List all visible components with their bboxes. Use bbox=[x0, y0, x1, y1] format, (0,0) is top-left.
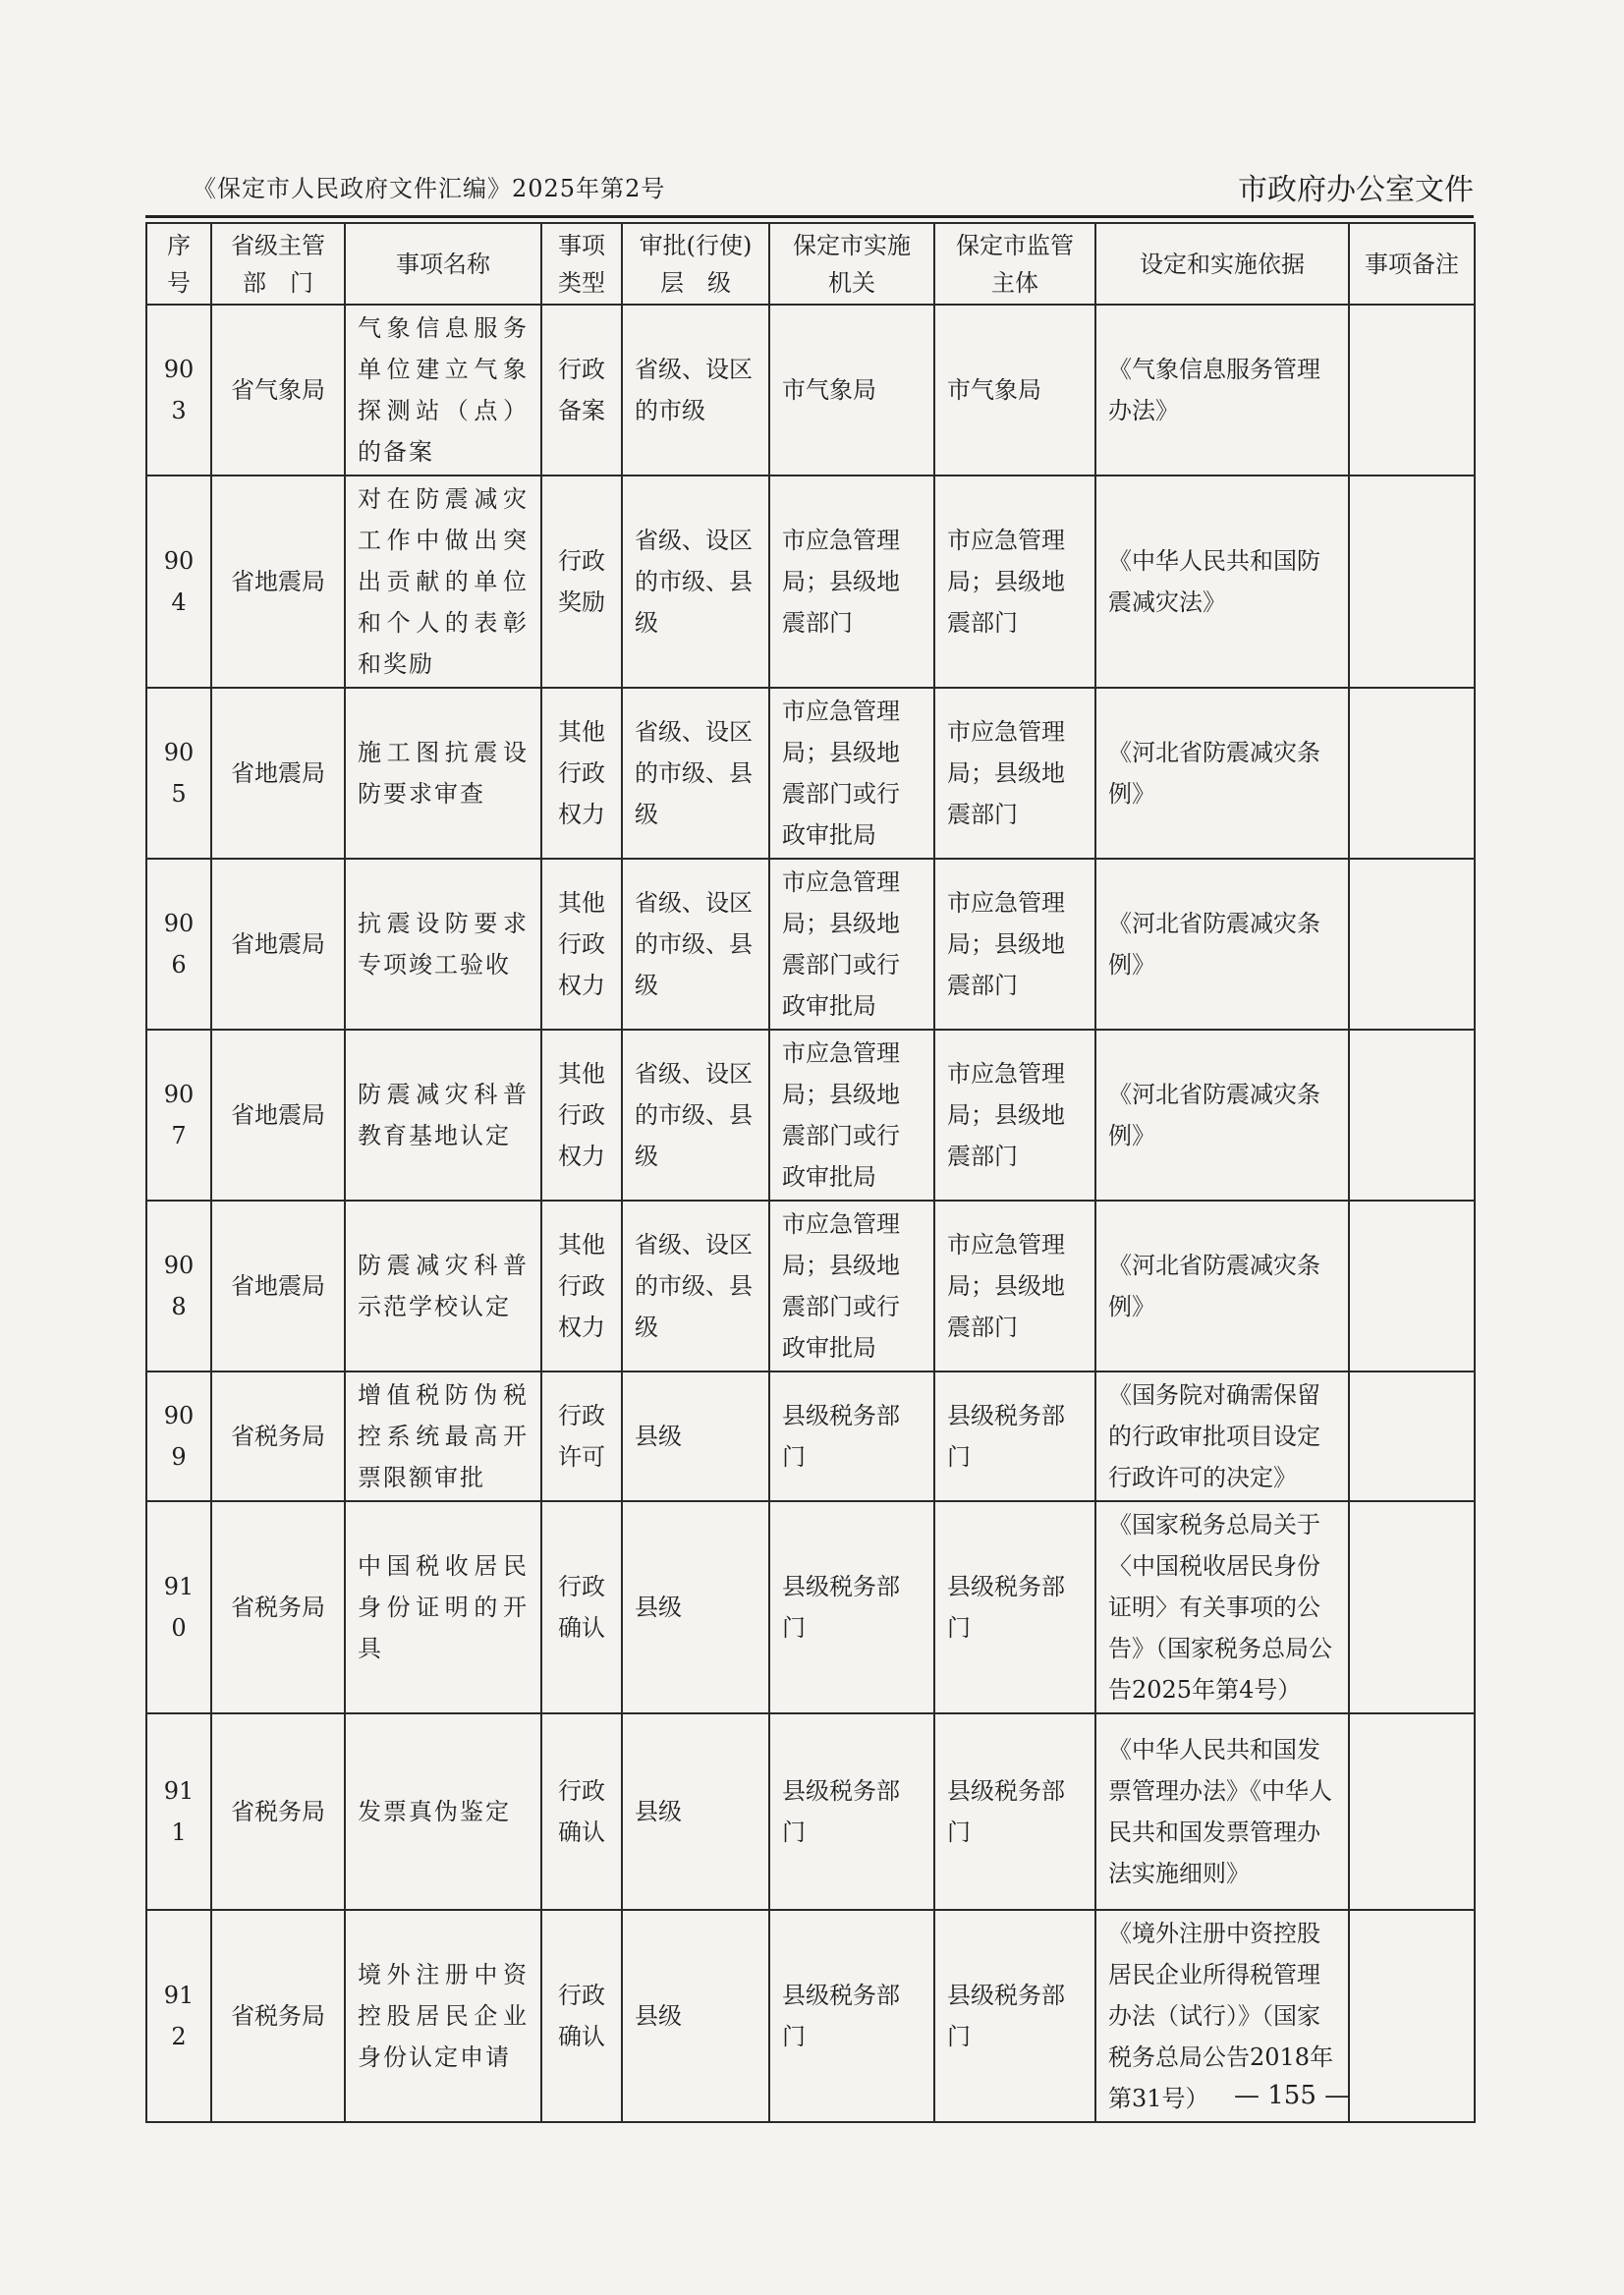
cell-basis: 《境外注册中资控股居民企业所得税管理办法（试行）》（国家税务总局公告2018年第31号） bbox=[1095, 1910, 1349, 2122]
cell-dept: 省地震局 bbox=[211, 859, 345, 1030]
cell-agency: 县级税务部门 bbox=[769, 1910, 934, 2122]
page-header bbox=[145, 163, 1474, 212]
cell-no: 912 bbox=[146, 1910, 211, 2122]
cell-supervisor: 市应急管理局；县级地震部门 bbox=[934, 1030, 1095, 1201]
cell-type: 其他行政权力 bbox=[541, 1030, 622, 1201]
cell-supervisor: 县级税务部门 bbox=[934, 1713, 1095, 1910]
cell-level: 县级 bbox=[622, 1910, 769, 2122]
cell-name: 对在防震减灾工作中做出突出贡献的单位和个人的表彰和奖励 bbox=[345, 476, 541, 688]
table-row bbox=[146, 1371, 1475, 1501]
cell-dept: 省税务局 bbox=[211, 1910, 345, 2122]
table-row bbox=[146, 305, 1475, 476]
cell-basis: 《河北省防震减灾条例》 bbox=[1095, 1201, 1349, 1371]
table-row bbox=[146, 1201, 1475, 1371]
cell-no: 909 bbox=[146, 1371, 211, 1501]
cell-supervisor: 市应急管理局；县级地震部门 bbox=[934, 688, 1095, 859]
cell-dept: 省气象局 bbox=[211, 305, 345, 476]
cell-note bbox=[1349, 305, 1475, 476]
cell-note bbox=[1349, 1501, 1475, 1713]
col-header-supervisor: 保定市监管主体 bbox=[934, 223, 1095, 305]
cell-note bbox=[1349, 1371, 1475, 1501]
col-header-level: 审批(行使)层 级 bbox=[622, 223, 769, 305]
cell-dept: 省地震局 bbox=[211, 476, 345, 688]
cell-agency: 县级税务部门 bbox=[769, 1713, 934, 1910]
cell-agency: 市应急管理局；县级地震部门 bbox=[769, 476, 934, 688]
table-row bbox=[146, 476, 1475, 688]
cell-agency: 县级税务部门 bbox=[769, 1371, 934, 1501]
cell-no: 908 bbox=[146, 1201, 211, 1371]
table-row bbox=[146, 1501, 1475, 1713]
cell-dept: 省税务局 bbox=[211, 1713, 345, 1910]
cell-name: 境外注册中资控股居民企业身份认定申请 bbox=[345, 1910, 541, 2122]
cell-no: 907 bbox=[146, 1030, 211, 1201]
cell-note bbox=[1349, 859, 1475, 1030]
cell-basis: 《国家税务总局关于〈中国税收居民身份证明〉有关事项的公告》（国家税务总局公告2025年第4号） bbox=[1095, 1501, 1349, 1713]
cell-type: 其他行政权力 bbox=[541, 1201, 622, 1371]
cell-agency: 市应急管理局；县级地震部门或行政审批局 bbox=[769, 859, 934, 1030]
col-header-dept: 省级主管部 门 bbox=[211, 223, 345, 305]
cell-note bbox=[1349, 1910, 1475, 2122]
cell-dept: 省地震局 bbox=[211, 1201, 345, 1371]
publication-title: 《保定市人民政府文件汇编》2025年第2号 bbox=[193, 175, 666, 202]
cell-name: 施工图抗震设防要求审查 bbox=[345, 688, 541, 859]
cell-type: 行政确认 bbox=[541, 1910, 622, 2122]
cell-level: 县级 bbox=[622, 1371, 769, 1501]
cell-type: 行政奖励 bbox=[541, 476, 622, 688]
page-number: — 155 — bbox=[1234, 2081, 1351, 2110]
cell-type: 行政许可 bbox=[541, 1371, 622, 1501]
cell-no: 911 bbox=[146, 1713, 211, 1910]
cell-no: 904 bbox=[146, 476, 211, 688]
cell-note bbox=[1349, 1030, 1475, 1201]
cell-level: 县级 bbox=[622, 1501, 769, 1713]
cell-type: 行政确认 bbox=[541, 1713, 622, 1910]
cell-level: 省级、设区的市级、县级 bbox=[622, 688, 769, 859]
cell-basis: 《国务院对确需保留的行政审批项目设定行政许可的决定》 bbox=[1095, 1371, 1349, 1501]
cell-name: 增值税防伪税控系统最高开票限额审批 bbox=[345, 1371, 541, 1501]
cell-dept: 省税务局 bbox=[211, 1371, 345, 1501]
cell-note bbox=[1349, 476, 1475, 688]
cell-supervisor: 市气象局 bbox=[934, 305, 1095, 476]
items-table bbox=[145, 222, 1476, 2123]
cell-supervisor: 县级税务部门 bbox=[934, 1910, 1095, 2122]
cell-no: 910 bbox=[146, 1501, 211, 1713]
cell-level: 省级、设区的市级、县级 bbox=[622, 859, 769, 1030]
col-header-type: 事项类型 bbox=[541, 223, 622, 305]
table-row bbox=[146, 688, 1475, 859]
cell-level: 省级、设区的市级 bbox=[622, 305, 769, 476]
cell-level: 省级、设区的市级、县级 bbox=[622, 1030, 769, 1201]
cell-supervisor: 市应急管理局；县级地震部门 bbox=[934, 1201, 1095, 1371]
table-header-row bbox=[146, 223, 1475, 305]
cell-dept: 省地震局 bbox=[211, 1030, 345, 1201]
cell-basis: 《河北省防震减灾条例》 bbox=[1095, 688, 1349, 859]
cell-name: 防震减灾科普教育基地认定 bbox=[345, 1030, 541, 1201]
cell-no: 906 bbox=[146, 859, 211, 1030]
col-header-basis: 设定和实施依据 bbox=[1095, 223, 1349, 305]
cell-note bbox=[1349, 688, 1475, 859]
cell-basis: 《中华人民共和国发票管理办法》《中华人民共和国发票管理办法实施细则》 bbox=[1095, 1713, 1349, 1910]
cell-type: 其他行政权力 bbox=[541, 688, 622, 859]
table-row bbox=[146, 859, 1475, 1030]
section-title: 市政府办公室文件 bbox=[1238, 173, 1474, 207]
cell-supervisor: 市应急管理局；县级地震部门 bbox=[934, 476, 1095, 688]
cell-level: 省级、设区的市级、县级 bbox=[622, 476, 769, 688]
cell-agency: 市应急管理局；县级地震部门或行政审批局 bbox=[769, 688, 934, 859]
cell-name: 中国税收居民身份证明的开具 bbox=[345, 1501, 541, 1713]
cell-basis: 《河北省防震减灾条例》 bbox=[1095, 1030, 1349, 1201]
cell-supervisor: 市应急管理局；县级地震部门 bbox=[934, 859, 1095, 1030]
cell-note bbox=[1349, 1713, 1475, 1910]
col-header-name: 事项名称 bbox=[345, 223, 541, 305]
col-header-no: 序号 bbox=[146, 223, 211, 305]
cell-agency: 市应急管理局；县级地震部门或行政审批局 bbox=[769, 1201, 934, 1371]
table-row bbox=[146, 1030, 1475, 1201]
col-header-note: 事项备注 bbox=[1349, 223, 1475, 305]
cell-type: 行政备案 bbox=[541, 305, 622, 476]
cell-note bbox=[1349, 1201, 1475, 1371]
cell-level: 省级、设区的市级、县级 bbox=[622, 1201, 769, 1371]
cell-name: 抗震设防要求专项竣工验收 bbox=[345, 859, 541, 1030]
cell-agency: 市应急管理局；县级地震部门或行政审批局 bbox=[769, 1030, 934, 1201]
cell-name: 气象信息服务单位建立气象探测站（点）的备案 bbox=[345, 305, 541, 476]
cell-name: 防震减灾科普示范学校认定 bbox=[345, 1201, 541, 1371]
col-header-agency: 保定市实施机关 bbox=[769, 223, 934, 305]
cell-dept: 省税务局 bbox=[211, 1501, 345, 1713]
cell-dept: 省地震局 bbox=[211, 688, 345, 859]
cell-type: 其他行政权力 bbox=[541, 859, 622, 1030]
cell-name: 发票真伪鉴定 bbox=[345, 1713, 541, 1910]
cell-agency: 市气象局 bbox=[769, 305, 934, 476]
cell-basis: 《河北省防震减灾条例》 bbox=[1095, 859, 1349, 1030]
header-rule bbox=[145, 215, 1474, 218]
cell-no: 903 bbox=[146, 305, 211, 476]
cell-level: 县级 bbox=[622, 1713, 769, 1910]
cell-supervisor: 县级税务部门 bbox=[934, 1501, 1095, 1713]
cell-supervisor: 县级税务部门 bbox=[934, 1371, 1095, 1501]
cell-basis: 《气象信息服务管理办法》 bbox=[1095, 305, 1349, 476]
cell-basis: 《中华人民共和国防震减灾法》 bbox=[1095, 476, 1349, 688]
cell-type: 行政确认 bbox=[541, 1501, 622, 1713]
cell-no: 905 bbox=[146, 688, 211, 859]
cell-agency: 县级税务部门 bbox=[769, 1501, 934, 1713]
table-row bbox=[146, 1713, 1475, 1910]
